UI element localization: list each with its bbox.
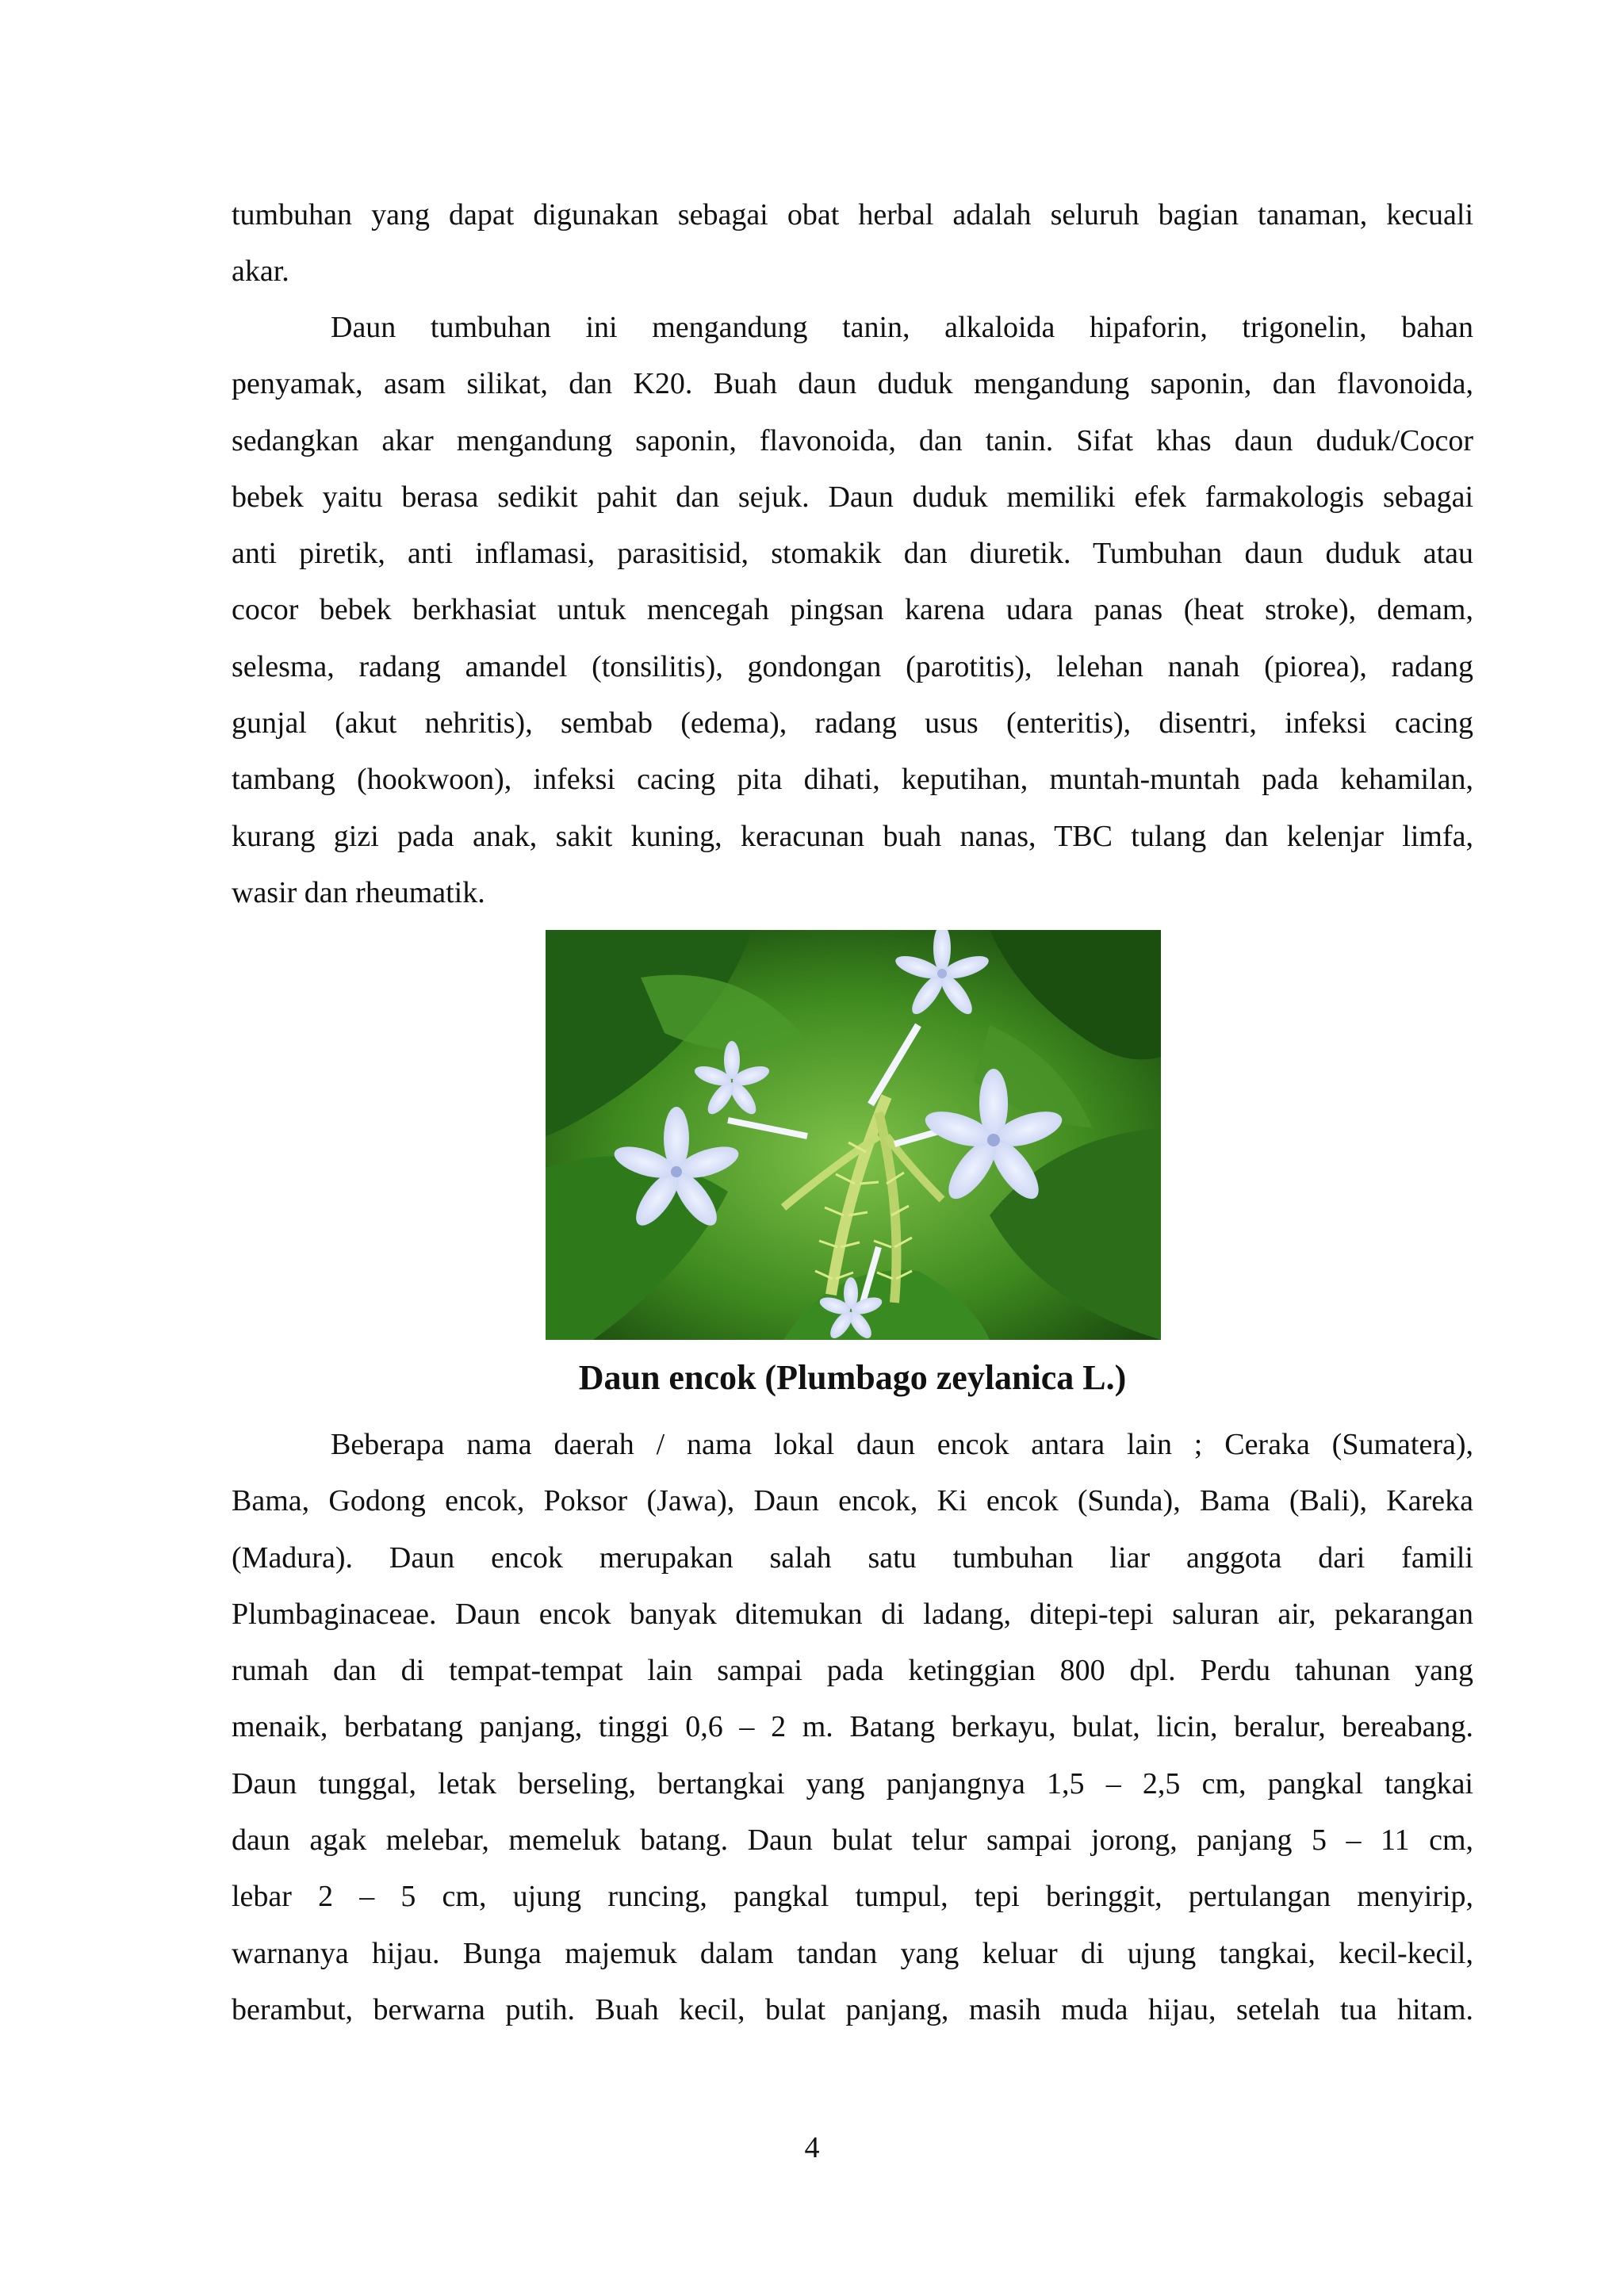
text-line: menaik, berbatang panjang, tinggi 0,6 – 2 m. Batang berkayu, bulat, licin, beralur, bereabang. xyxy=(232,1710,1473,1744)
text-line: anti piretik, anti inflamasi, parasitisid, stomakik dan diuretik. Tumbuhan daun duduk atau xyxy=(232,537,1473,571)
text-line: kurang gizi pada anak, sakit kuning, keracunan buah nanas, TBC tulang dan kelenjar limfa, xyxy=(232,819,1473,853)
paragraph-daun-encok xyxy=(232,1417,1473,2038)
text-line: bebek yaitu berasa sedikit pahit dan sejuk. Daun duduk memiliki efek farmakologis sebagai xyxy=(232,480,1473,514)
text-line: wasir dan rheumatik. xyxy=(232,875,485,909)
text-line: Daun tunggal, letak berseling, bertangkai yang panjangnya 1,5 – 2,5 cm, pangkal tangkai xyxy=(232,1766,1473,1800)
paragraph-continuation xyxy=(232,187,1473,300)
text-line: sedangkan akar mengandung saponin, flavonoida, dan tanin. Sifat khas daun duduk/Cocor xyxy=(232,423,1473,457)
text-line: cocor bebek berkhasiat untuk mencegah pingsan karena udara panas (heat stroke), demam, xyxy=(232,593,1473,627)
text-line: akar. xyxy=(232,254,289,289)
text-line: daun agak melebar, memeluk batang. Daun bulat telur sampai jorong, panjang 5 – 11 cm, xyxy=(232,1823,1473,1858)
paragraph-daun-duduk xyxy=(232,300,1473,921)
text-line: selesma, radang amandel (tonsilitis), gondongan (parotitis), lelehan nanah (piorea), radang xyxy=(232,649,1473,683)
text-line: gunjal (akut nehritis), sembab (edema), radang usus (enteritis), disentri, infeksi cacing xyxy=(232,706,1473,740)
text-line: Bama, Godong encok, Poksor (Jawa), Daun encok, Ki encok (Sunda), Bama (Bali), Kareka xyxy=(232,1484,1473,1518)
text-line: rumah dan di tempat-tempat lain sampai pada ketinggian 800 dpl. Perdu tahunan yang xyxy=(232,1654,1473,1688)
text-line: penyamak, asam silikat, dan K20. Buah daun duduk mengandung saponin, dan flavonoida, xyxy=(232,367,1473,401)
text-line: tumbuhan yang dapat digunakan sebagai obat herbal adalah seluruh bagian tanaman, kecuali xyxy=(232,198,1473,232)
text-line: warnanya hijau. Bunga majemuk dalam tandan yang keluar di ujung tangkai, kecil-kecil, xyxy=(232,1936,1473,1970)
figure-caption: Daun encok (Plumbago zeylanica L.) xyxy=(578,1358,1127,1397)
text-line: (Madura). Daun encok merupakan salah satu tumbuhan liar anggota dari famili xyxy=(232,1540,1473,1575)
plant-photo xyxy=(546,930,1161,1340)
text-line: berambut, berwarna putih. Buah kecil, bulat panjang, masih muda hijau, setelah tua hitam. xyxy=(232,1992,1473,2026)
text-line: Plumbaginaceae. Daun encok banyak ditemukan di ladang, ditepi-tepi saluran air, pekarangan xyxy=(232,1597,1473,1631)
text-line: lebar 2 – 5 cm, ujung runcing, pangkal tumpul, tepi beringgit, pertulangan menyirip, xyxy=(232,1880,1473,1914)
text-line: tambang (hookwoon), infeksi cacing pita dihati, keputihan, muntah-muntah pada kehamilan, xyxy=(232,763,1473,797)
text-line: Beberapa nama daerah / nama lokal daun encok antara lain ; Ceraka (Sumatera), xyxy=(331,1428,1473,1461)
text-line: Daun tumbuhan ini mengandung tanin, alkaloida hipaforin, trigonelin, bahan xyxy=(331,311,1473,344)
plumbago-flower-image xyxy=(546,930,1161,1340)
page-number: 4 xyxy=(804,2131,820,2164)
